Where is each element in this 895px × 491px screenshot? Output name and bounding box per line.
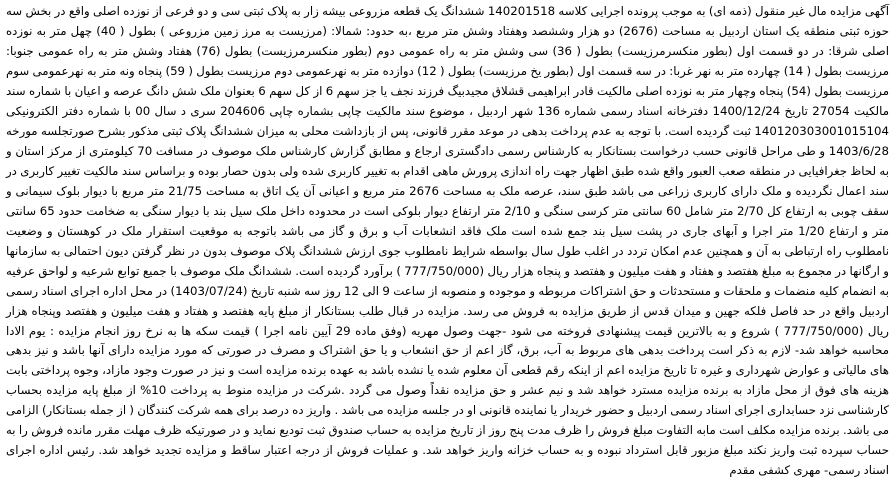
notice-body-text: آگهی مزایده مال غیر منقول (ذمه ای) به موجب پرونده اجرایی کلاسه 140201518 ششدانگ یک قطعه مزروعی بیشه زار به پلاک ثبتی سی و دو فرعی از نوزده اصلی واقع در بخش سه حوزه ثبتی منطقه یک استان اردبیل به مساحت (2676) دو هزار وششصد وهفتاد وشش متر مربع ،به حدود: شمالا: (مرزیست به مرز زمین مزروعی ) بطول ( 40) چهل متر به نوزده اصلی شرقا: در دو قسمت اول (بطور منکسرمرزیست) بطول ( 36) سی وشش متر به راه عمومی دوم (بطور منکسرمرزیست) بطول (76) هفتاد وشش متر به راه عمومی جنوبا: مرزیست بطول ( 14) چهارده متر به نهر غربا: در سه قسمت اول (بطور یخ مرزیست) بطول ( 12) دوازده متر به نهرعمومی دوم مرزیست بطول ( 59) پنجاه ونه متر به نهرعمومی سوم مرزیست بطول (54) پنجاه وچهار متر به نوزده اصلی مالکیت قادر ابراهیمی قشلاق مجیدبیگ فرزند نجف یا جز سهم 6 از کل سهم 6 بعنوان ملک شش دانگ عرصه و اعیان با شماره سند مالکیت 27054 تاریخ 1400/12/24 دفترخانه اسناد رسمی شماره 136 شهر اردبیل ، موضوع سند مالکیت چاپی بشماره چاپی 204606 سری د سال 00 با شماره دفتر الکترونیکی 140120303001015104 ثبت گردیده است. با توجه به عدم پرداخت بدهی در موعد مقرر قانونی، پس از بازداشت محلی به میزان ششدانگ پلاک ثبتی مذکور بشرح صورتجلسه مورخه 1403/6/28 و طی مراحل قانونی حسب درخواست بستانکار به کارشناس رسمی دادگستری ارجاع و مطابق گزارش کارشناس ملک موصوف در مسافت 70 کیلومتری از مرکز استان و به لحاظ جغرافیایی در منطقه صعب العبور واقع شده طبق اظهار جهت راه اندازی پرورش ماهی اقدام به تغییر کاربری شده ولی بدون حصار بوده و براساس سند مالکیت تغییر کاربری در سند اعمال نگردیده و ملک دارای کاربری زراعی می باشد طبق سند، عرصه ملک به مساحت 2676 متر مربع و اعیانی آن یک اتاق به مساحت 21/75 متر مربع با دیوار بلوک سیمانی و سقف چوبی به ارتفاع کل 2/70 متر شامل 60 سانتی متر کرسی سنگی و 2/10 متر ارتفاع دیوار بلوکی است در محدوده داخل ملک سیل بند با دیوار سنگی به ضخامت حدود 65 سانتی متر و ارتفاع 1/20 متر اجرا و آبهای جاری در پشت سیل بند جمع شده است ملک فاقد انشعابات آب و برق و گاز می باشد باتوجه به موقعیت استقرار ملک در کوهستان و وضعیت نامطلوب راه ارتباطی به آن و همچنین عدم امکان تردد در اغلب طول سال بواسطه شرایط نامطلوب جوی ارزش ششدانگ پلاک موصوف بدون در نظر گرفتن دیون احتمالی به سازمانها و ارگانها در مجموع به مبلغ هفتصد و هفتاد و هفت میلیون و هفتصد و پنجاه هزار ریال (777/750/000 ) برآورد گردیده است. ششدانگ ملک موصوف با جمیع توابع شرعیه و لواحق عرفیه به انضمام کلیه منضمات و ملحقات و مستحدثات و حق اشتراکات مربوطه و موجوده و منصوبه از ساعت 9 الی 12 روز سه شنبه تاریخ (1403/07/24) در محل اداره اجرای اسناد رسمی اردبیل واقع در حد فاصل فلکه جهین و میدان قدس از طریق مزایده به فروش می رسد. مزایده در قبال طلب بستانکار از مبلغ پایه هفتصد و هفتاد و هفت میلیون و هفتصد وپنجاه هزار ریال (777/750/000 ) شروع و به بالاترین قیمت پیشنهادی فروخته می شود -جهت وصول مهریه (وفق ماده 29 آیین نامه اجرا ) قیمت سکه ها به نرخ روز انجام مزایده : یوم الادا محاسبه خواهد شد- لازم به ذکر است پرداخت بدهی های مربوط به آب، برق، گاز اعم از حق انشعاب و یا حق اشتراک و مصرف در صورتی که مورد مزایده دارای آنها باشد و نیز بدهی های مالیاتی و عوارض شهرداری و غیره تا تاریخ مزایده اعم از اینکه رقم قطعی آن معلوم شده یا نشده باشد به عهده برنده مزایده است و نیز در صورت وجود مازاد، وجوه پرداختی بابت هزینه های فوق از محل مازاد به برنده مزایده مسترد خواهد شد و نیم عشر و حق مزایده نقداً وصول می گردد .شرکت در مزایده منوط به پرداخت 10% از مبلغ پایه مزایده بحساب کارشناسی نزد حسابداری اجرای اسناد رسمی اردبیل و حضور خریدار یا نماینده قانونی او در جلسه مزایده می باشد . واریز ده درصد برای همه شرکت کنندگان ( از جمله بستانکار) الزامی می باشد. برنده مزایده مکلف است مابه التفاوت مبلغ فروش را ظرف مدت پنج روز از تاریخ مزایده به حساب صندوق ثبت تودیع نماید و در صورتیکه ظرف مهلت مقرر مانده فروش را به حساب سپرده ثبت واریز نکند مبلغ مزبور قابل استرداد نبوده و به حساب خزانه واریز خواهد شد. و عملیات فروش از درجه اعتبار ساقط و مزایده تجدید خواهد شد. رئیس اداره اجرای اسناد رسمی- مهری کشفی مقدم — [6, 4, 890, 478]
